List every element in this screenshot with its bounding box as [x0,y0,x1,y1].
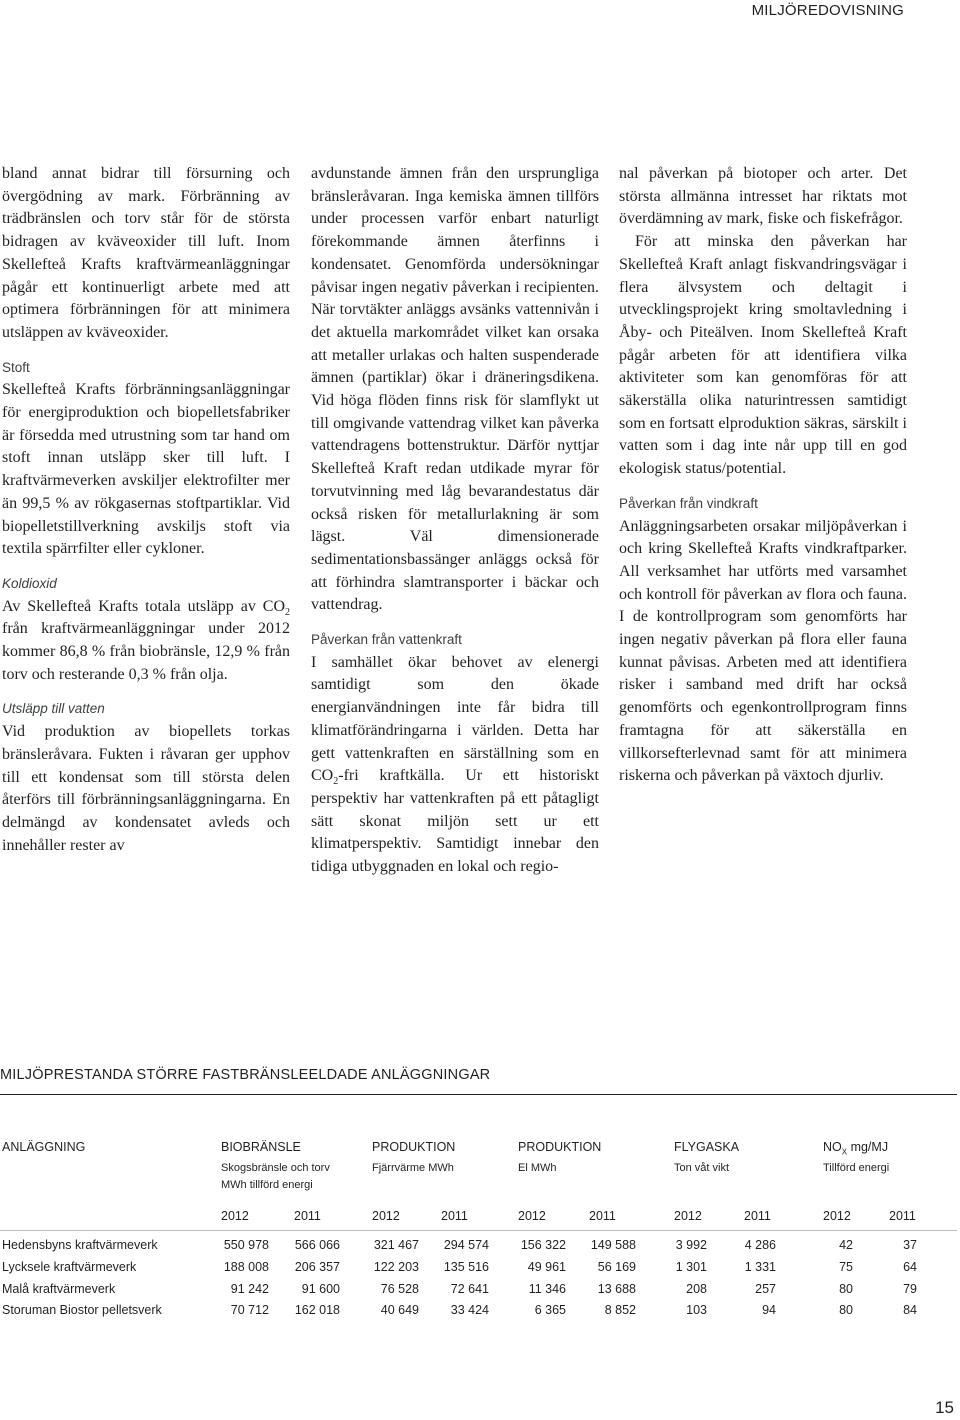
section-header: MILJÖREDOVISNING [751,2,904,19]
section-heading-stoft: Stoft [2,359,30,375]
divider [0,1094,957,1095]
table-cell: 257 [755,1282,776,1296]
table-cell: 6 365 [534,1303,566,1317]
header-produktion-varme-sub: Fjärrvärme MWh [372,1162,454,1174]
header-biobransle-sub2: MWh tillförd energi [221,1179,313,1191]
table-cell: 188 008 [223,1260,269,1274]
year-label: 2011 [589,1209,616,1223]
table-cell: 84 [903,1303,917,1317]
section-heading-vindkraft: Påverkan från vindkraft [619,495,758,511]
table-cell: 103 [686,1303,707,1317]
table-cell: 208 [686,1282,707,1296]
header-biobransle-sub1: Skogsbränsle och torv [221,1162,330,1174]
table-cell: 70 712 [230,1303,269,1317]
table-cell: 13 688 [597,1282,636,1296]
paragraph [2,596,290,687]
table-cell: 37 [903,1238,917,1252]
table-cell: 1 301 [675,1260,707,1274]
text-run: från kraftvärmeanläggningar under 2012 kommer 86,8 % från biobränsle, 12,9 % från torv och resterande 0,3 % från olja. [2,620,290,683]
paragraph: nal påverkan på biotoper och arter. Det största allmänna intresset har riktats mot överdämning av mark, fiske och fiskefrågor. [619,165,907,228]
header-nox [823,1140,889,1157]
year-label: 2011 [441,1209,468,1223]
header-flygaska-sub: Ton våt vikt [674,1162,730,1174]
text-run: -fri kraftkälla. Ur ett historiskt perspektiv har vattenkraften på ett påtagligt sätt skonat miljön sett ur ett klimatperspektiv. Samtidigt innebar den tidiga utbyggnaden en lokal och regio- [311,767,599,876]
paragraph: Anläggningsarbeten orsakar miljöpåverkan i och kring Skellefteå Krafts vindkraftparker. All verksamhet har utförts med varsamhet och kontroll för påverkan av flora och fauna. I de kontrollprogram som genomförts har ingen negativ påverkan på flora eller fauna kunnat påvisas. Arbeten med att identifiera risker i samband med drift har också genomförts och egenkontrollprogram finns framtagna för att säkerställa en villkorsefterlevnad samt för att minimera riskerna och påverkan på växtoch djurliv. [619,517,907,785]
paragraph: Vid produktion av biopellets torkas bränsleråvara. Fukten i råvaran ger upphov till ett kondensat som till största delen återförs till förbränningsanläggningarna. En delmängd av kondensatet avleds och innehåller rester av [2,723,290,854]
table-cell: 206 357 [294,1260,340,1274]
table-cell: 80 [839,1282,853,1296]
table-cell: 76 528 [380,1282,419,1296]
year-label: 2012 [221,1209,249,1223]
header-flygaska: FLYGASKA [674,1140,740,1154]
table-cell: 149 588 [590,1238,636,1252]
year-label: 2012 [372,1209,400,1223]
text-run: mg/MJ [847,1140,889,1154]
header-produktion-el-sub: El MWh [518,1162,557,1174]
header-produktion-el: PRODUKTION [518,1140,602,1154]
header-anlaggning: ANLÄGGNING [2,1140,86,1154]
paragraph: avdunstande ämnen från den ursprungliga bränsleråvaran. Inga kemiska ämnen tillförs under processen varför enbart naturligt förekommande ämnen återfinns i kondensatet. Genomförda undersökningar påvisar ingen negativ påverkan i recipienten. När torvtäkter anläggs avsänks vattennivån i det aktuella markområdet vilket kan orsaka att metaller urlakas och halten suspenderade ämnen (partiklar) ökar i dräneringsdikena. Vid höga flöden finns risk för slamflykt ut till omgivande vattendrag vilket kan påverka vattendragens bottenstruktur. Därför nyttjar Skellefteå Kraft redan utdikade myrar för torvutvinning med låg bevarandestatus där också risken för metallurlakning är som lägst. Väl dimensionerade sedimentationsbassänger anläggs också för att förhindra slamtransporter i bäckar och vattendrag. [311,165,599,614]
year-label: 2011 [744,1209,771,1223]
year-label: 2012 [674,1209,702,1223]
table-cell: 72 641 [450,1282,489,1296]
table-title: MILJÖPRESTANDA STÖRRE FASTBRÄNSLEELDADE ANLÄGGNINGAR [0,1067,491,1083]
table-cell: 11 346 [528,1282,566,1296]
subscript: 2 [333,776,339,788]
paragraph: bland annat bidrar till försurning och övergödning av mark. Förbränning av trädbränslen och torv står för de största bidragen av kväveoxider till luft. Inom Skellefteå Krafts kraftvärmeanläggningar pågår ett kontinuerligt arbete med att optimera förbränningen för att minimera utsläppen av kväveoxider. [2,165,290,341]
year-label: 2011 [889,1209,916,1223]
table-cell: 550 978 [223,1238,269,1252]
header-biobransle: BIOBRÄNSLE [221,1140,301,1154]
header-produktion-varme: PRODUKTION [372,1140,456,1154]
year-label: 2012 [518,1209,546,1223]
table-cell: 42 [839,1238,853,1252]
table-row-name: Storuman Biostor pelletsverk [2,1303,162,1317]
paragraph: För att minska den påverkan har Skellefteå Kraft anlagt fiskvandringsvägar i flera älvsystem och deltagit i utvecklingsprojekt kring smoltavledning i Åby- och Piteälven. Inom Skellefteå Kraft pågår arbeten för att identifiera vilka aktiviteter som kan genomföras för att säkerställa olika naturintressen samtidigt som en fortsatt elproduktion säkras, särskilt i vatten som i dag inte når upp till en god ekologisk status/potential. [619,233,907,478]
page-number: 15 [935,1398,954,1417]
table-cell: 91 242 [230,1282,269,1296]
text-run: Av Skellefteå Krafts totala utsläpp av CO [2,597,285,615]
table-cell: 135 516 [443,1260,489,1274]
table-cell: 8 852 [604,1303,636,1317]
table-cell: 566 066 [294,1238,340,1252]
text-column-1 [2,163,290,857]
table-cell: 64 [903,1260,917,1274]
table-cell: 1 331 [744,1260,776,1274]
table-row-name: Hedensbyns kraftvärmeverk [2,1238,158,1252]
table-cell: 4 286 [744,1238,776,1252]
section-heading-vattenkraft: Påverkan från vattenkraft [311,632,462,648]
table-cell: 156 322 [520,1238,566,1252]
table-cell: 162 018 [294,1303,340,1317]
table-cell: 321 467 [373,1238,419,1252]
subscript: 2 [285,606,290,618]
year-label: 2012 [823,1209,851,1223]
paragraph [311,652,599,879]
text-column-2 [311,163,599,879]
subscript: X [841,1147,848,1157]
section-heading-vatten: Utsläpp till vatten [2,701,105,717]
table-cell: 91 600 [301,1282,340,1296]
paragraph: Skellefteå Krafts förbränningsanläggningar för energiproduktion och biopelletsfabriker är försedda med utrustning som tar hand om stoft innan utsläpp sker till luft. I kraftvärmeverken avskiljer elektrofilter mer än 99,5 % av rökgasernas stoftpartiklar. Vid biopelletstillverkning avskiljs stoft via textila spärrfilter eller cykloner. [2,381,290,558]
text-run: I samhället ökar behovet av elenergi samtidigt som den ökade energianvändningen inte får bidra till klimatförändringarna i världen. Detta har gett vattenkraften en särställning som en CO [311,653,599,785]
header-nox-sub: Tillförd energi [823,1162,890,1174]
year-label: 2011 [294,1209,321,1223]
table-cell: 122 203 [373,1260,419,1274]
table-cell: 40 649 [380,1303,419,1317]
section-heading-koldioxid: Koldioxid [2,575,57,591]
table-cell: 94 [762,1303,776,1317]
table-cell: 75 [839,1260,853,1274]
text-run: NO [823,1140,842,1154]
table-cell: 33 424 [450,1303,489,1317]
table-cell: 79 [903,1282,917,1296]
table-cell: 56 169 [597,1260,636,1274]
table-cell: 3 992 [675,1238,707,1252]
table-cell: 294 574 [443,1238,489,1252]
table-row-name: Lycksele kraftvärmeverk [2,1260,137,1274]
text-column-3 [619,163,907,788]
table-cell: 49 961 [527,1260,566,1274]
divider [0,1230,957,1231]
table-row-name: Malå kraftvärmeverk [2,1282,116,1296]
table-cell: 80 [839,1303,853,1317]
